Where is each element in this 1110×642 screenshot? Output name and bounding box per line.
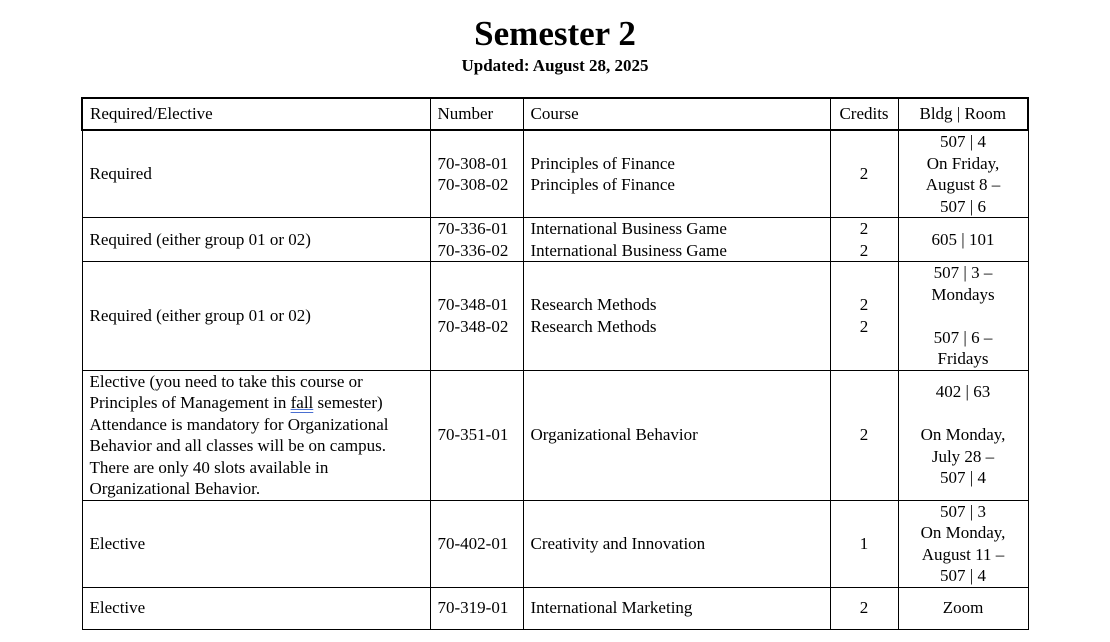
room-spacer (902, 403, 1025, 425)
room-line: 507 | 4 (940, 566, 986, 585)
course-name: Creativity and Innovation (530, 533, 706, 553)
table-row (82, 587, 1028, 629)
course-name: International Business Game (530, 240, 727, 260)
type-line: There are only 40 slots available in (89, 457, 329, 477)
course-number: 70-348-02 (437, 316, 509, 336)
course-name: Principles of Finance (530, 175, 675, 194)
cell-number (430, 370, 523, 500)
room-line: On Monday, (920, 425, 1006, 445)
credits-value: 2 (859, 240, 869, 260)
cell-course (523, 370, 830, 500)
course-name: International Marketing (530, 598, 693, 618)
cell-number (430, 587, 523, 629)
type-line: Behavior and all classes will be on campus. (89, 436, 386, 455)
type-line (90, 392, 423, 414)
cell-credits (830, 370, 898, 500)
cell-type: Required (either group 01 or 02) (82, 262, 430, 371)
header-credits: Credits (830, 98, 898, 130)
course-name: International Business Game (530, 219, 727, 238)
type-line: Organizational Behavior. (89, 479, 261, 498)
cell-type: Required (either group 01 or 02) (82, 218, 430, 262)
course-number: 70-308-01 (437, 153, 509, 173)
room-line: July 28 – (931, 446, 995, 466)
cell-bldg-room (898, 218, 1028, 262)
cell-credits (830, 587, 898, 629)
credits-value: 2 (859, 219, 869, 238)
cell-bldg-room (898, 370, 1028, 500)
credits-value: 2 (859, 164, 869, 184)
header-number: Number (430, 98, 523, 130)
type-text: Principles of Management in (89, 393, 291, 412)
table-row (82, 262, 1028, 371)
header-bldg-room: Bldg | Room (898, 98, 1028, 130)
room-line: 507 | 4 (940, 468, 986, 488)
room-spacer (902, 305, 1025, 327)
room-line: Mondays (931, 284, 995, 304)
room-line: On Monday, (920, 523, 1006, 542)
course-number: 70-308-02 (437, 175, 509, 194)
schedule-table (81, 97, 1029, 630)
room-line: August 8 – (925, 175, 1001, 194)
course-number: 70-336-02 (437, 240, 509, 260)
course-number: 70-336-01 (437, 219, 509, 238)
type-line: Elective (you need to take this course or (89, 371, 363, 391)
table-header-row (82, 98, 1028, 130)
cell-number (430, 262, 523, 371)
room-line: Zoom (942, 598, 984, 618)
cell-credits (830, 500, 898, 587)
course-name: Research Methods (530, 316, 657, 336)
cell-number (430, 218, 523, 262)
table-row (82, 370, 1028, 500)
cell-course (523, 262, 830, 371)
updated-date: Updated: August 28, 2025 (461, 56, 649, 75)
credits-value: 2 (859, 598, 869, 618)
room-line: 507 | 3 – (933, 263, 993, 282)
cell-bldg-room (898, 262, 1028, 371)
room-line: On Friday, (926, 153, 1000, 173)
cell-type: Elective (82, 587, 430, 629)
course-number: 70-319-01 (437, 598, 509, 618)
room-line: 402 | 63 (935, 382, 991, 402)
table-row (82, 218, 1028, 262)
header-required-elective: Required/Elective (82, 98, 430, 130)
cell-number (430, 500, 523, 587)
page-title: Semester 2 (474, 14, 636, 53)
credits-value: 2 (859, 295, 869, 315)
cell-number (430, 130, 523, 218)
course-number: 70-402-01 (437, 533, 509, 553)
credits-value: 2 (859, 425, 869, 445)
cell-credits (830, 130, 898, 218)
course-number: 70-348-01 (437, 295, 509, 315)
cell-credits (830, 218, 898, 262)
cell-type: Elective (82, 500, 430, 587)
cell-bldg-room (898, 500, 1028, 587)
cell-course (523, 500, 830, 587)
header-course: Course (523, 98, 830, 130)
cell-course (523, 130, 830, 218)
course-name: Principles of Finance (530, 153, 675, 173)
course-name: Organizational Behavior (530, 425, 698, 445)
cell-bldg-room (898, 130, 1028, 218)
table-row (82, 130, 1028, 218)
cell-course (523, 218, 830, 262)
room-line: Fridays (937, 349, 989, 368)
table-row (82, 500, 1028, 587)
cell-type (82, 370, 430, 500)
credits-value: 1 (859, 533, 869, 553)
cell-bldg-room (898, 587, 1028, 629)
spellcheck-underlined-word: fall (290, 393, 314, 412)
course-name: Research Methods (530, 295, 657, 315)
cell-type: Required (82, 130, 430, 218)
room-line: 507 | 6 – (933, 327, 993, 347)
room-line: 507 | 4 (940, 132, 986, 151)
room-line: 507 | 6 (940, 196, 986, 216)
cell-credits (830, 262, 898, 371)
type-text: semester) (313, 393, 383, 412)
type-line: Attendance is mandatory for Organizational (89, 414, 389, 434)
credits-value: 2 (859, 316, 869, 336)
cell-course (523, 587, 830, 629)
room-line: 605 | 101 (931, 229, 995, 249)
room-line: August 11 – (921, 544, 1005, 564)
room-line: 507 | 3 (940, 501, 986, 521)
course-number: 70-351-01 (437, 425, 509, 445)
